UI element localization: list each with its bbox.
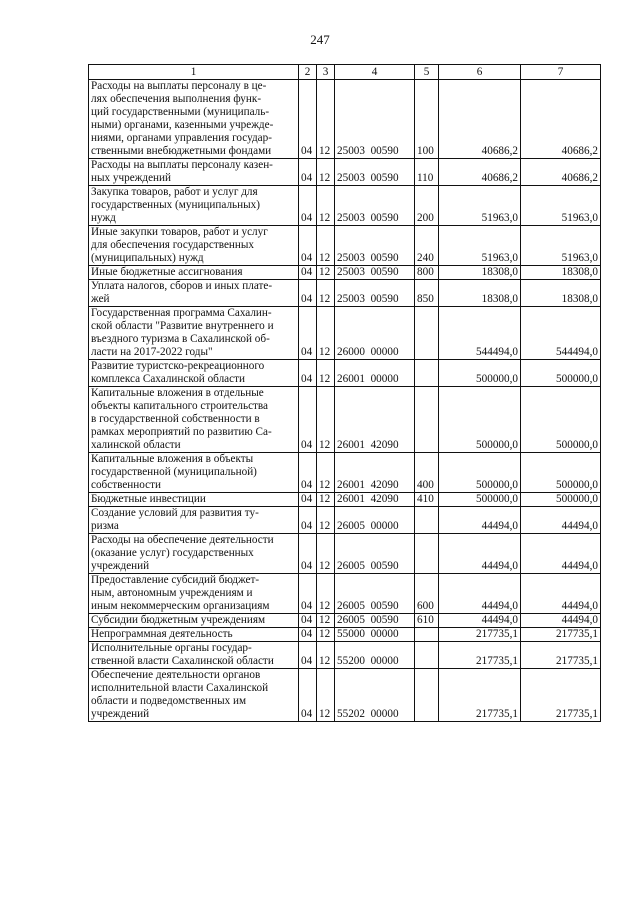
row-amount-2: 44494,0 [521,534,601,574]
row-section: 04 [299,186,317,226]
row-amount-1: 500000,0 [439,360,521,387]
row-name: Исполнительные органы государ- ственной власти Сахалинской области [89,642,299,669]
row-name: Бюджетные инвестиции [89,493,299,507]
row-expense-type [415,507,439,534]
row-section: 04 [299,507,317,534]
row-name: Создание условий для развития ту- ризма [89,507,299,534]
row-expense-type: 240 [415,226,439,266]
row-section: 04 [299,280,317,307]
row-section: 04 [299,307,317,360]
row-section: 04 [299,159,317,186]
row-amount-2: 217735,1 [521,669,601,722]
header-cell-5: 5 [415,65,439,80]
row-subsection: 12 [317,574,335,614]
row-name: Уплата налогов, сборов и иных плате- жей [89,280,299,307]
row-subsection: 12 [317,507,335,534]
row-target-article: 26001 42090 [335,387,415,453]
row-name: Капитальные вложения в объекты государственной (муниципальной) собственности [89,453,299,493]
row-amount-2: 500000,0 [521,453,601,493]
table-row [89,226,601,266]
table-row [89,387,601,453]
row-section: 04 [299,628,317,642]
row-expense-type [415,642,439,669]
row-expense-type: 610 [415,614,439,628]
row-name: Субсидии бюджетным учреждениям [89,614,299,628]
row-amount-1: 44494,0 [439,574,521,614]
row-amount-1: 44494,0 [439,534,521,574]
row-amount-1: 217735,1 [439,642,521,669]
header-cell-7: 7 [521,65,601,80]
row-target-article: 26001 42090 [335,493,415,507]
row-section: 04 [299,360,317,387]
row-name: Обеспечение деятельности органов исполнительной власти Сахалинской области и подведомственных им учреждений [89,669,299,722]
row-subsection: 12 [317,387,335,453]
row-name: Расходы на выплаты персоналу в це- лях обеспечения выполнения функ- ций государственными (муниципаль- ными) органами, казенными учрежде- ниями, органами управления государ- ственными внебюджетными фондами [89,80,299,159]
table-row [89,360,601,387]
row-section: 04 [299,387,317,453]
row-subsection: 12 [317,669,335,722]
row-amount-1: 51963,0 [439,186,521,226]
row-name: Иные закупки товаров, работ и услуг для обеспечения государственных (муниципальных) нужд [89,226,299,266]
row-amount-2: 18308,0 [521,266,601,280]
table-row [89,614,601,628]
row-subsection: 12 [317,614,335,628]
row-target-article: 26005 00590 [335,574,415,614]
header-cell-2: 2 [299,65,317,80]
row-amount-1: 51963,0 [439,226,521,266]
row-target-article: 26005 00590 [335,614,415,628]
table-row [89,534,601,574]
row-expense-type: 410 [415,493,439,507]
row-expense-type: 400 [415,453,439,493]
row-amount-2: 500000,0 [521,387,601,453]
row-amount-2: 18308,0 [521,280,601,307]
row-amount-2: 500000,0 [521,360,601,387]
table-row [89,574,601,614]
row-name: Непрограммная деятельность [89,628,299,642]
table-row [89,159,601,186]
row-expense-type: 850 [415,280,439,307]
row-amount-1: 44494,0 [439,507,521,534]
row-subsection: 12 [317,360,335,387]
table-row [89,186,601,226]
row-subsection: 12 [317,453,335,493]
row-section: 04 [299,642,317,669]
table-body [89,80,601,722]
row-amount-2: 44494,0 [521,574,601,614]
row-subsection: 12 [317,226,335,266]
row-name: Иные бюджетные ассигнования [89,266,299,280]
row-target-article: 25003 00590 [335,280,415,307]
row-expense-type [415,669,439,722]
row-amount-1: 40686,2 [439,159,521,186]
row-subsection: 12 [317,534,335,574]
row-name: Государственная программа Сахалин- ской области "Развитие внутреннего и въездного туризма в Сахалинской об- ласти на 2017-2022 годы" [89,307,299,360]
row-target-article: 55202 00000 [335,669,415,722]
row-amount-1: 18308,0 [439,266,521,280]
row-amount-2: 40686,2 [521,159,601,186]
row-amount-2: 44494,0 [521,507,601,534]
row-target-article: 25003 00590 [335,226,415,266]
row-target-article: 25003 00590 [335,186,415,226]
row-amount-1: 500000,0 [439,493,521,507]
table-row [89,80,601,159]
row-target-article: 26005 00590 [335,534,415,574]
row-subsection: 12 [317,266,335,280]
row-section: 04 [299,614,317,628]
row-expense-type: 200 [415,186,439,226]
row-amount-1: 217735,1 [439,628,521,642]
row-section: 04 [299,266,317,280]
page-number: 247 [310,32,330,47]
table-row [89,280,601,307]
row-target-article: 26005 00000 [335,507,415,534]
row-subsection: 12 [317,80,335,159]
table-row [89,493,601,507]
row-target-article: 26001 42090 [335,453,415,493]
table-row [89,642,601,669]
row-subsection: 12 [317,628,335,642]
table-row [89,266,601,280]
header-row [89,65,601,80]
row-target-article: 26001 00000 [335,360,415,387]
row-expense-type [415,307,439,360]
table-row [89,307,601,360]
row-target-article: 55200 00000 [335,642,415,669]
row-section: 04 [299,80,317,159]
row-expense-type: 110 [415,159,439,186]
row-expense-type: 800 [415,266,439,280]
row-expense-type [415,628,439,642]
row-subsection: 12 [317,280,335,307]
row-target-article: 26000 00000 [335,307,415,360]
row-target-article: 25003 00590 [335,80,415,159]
row-section: 04 [299,574,317,614]
row-amount-1: 500000,0 [439,453,521,493]
row-subsection: 12 [317,493,335,507]
row-expense-type: 600 [415,574,439,614]
row-section: 04 [299,669,317,722]
row-name: Расходы на обеспечение деятельности (оказание услуг) государственных учреждений [89,534,299,574]
row-name: Расходы на выплаты персоналу казен- ных учреждений [89,159,299,186]
budget-table [88,64,601,722]
row-amount-1: 18308,0 [439,280,521,307]
row-amount-1: 40686,2 [439,80,521,159]
row-amount-1: 544494,0 [439,307,521,360]
row-expense-type [415,360,439,387]
header-cell-6: 6 [439,65,521,80]
row-expense-type [415,534,439,574]
row-name: Закупка товаров, работ и услуг для государственных (муниципальных) нужд [89,186,299,226]
table-row [89,628,601,642]
row-subsection: 12 [317,642,335,669]
row-amount-2: 217735,1 [521,642,601,669]
row-amount-2: 51963,0 [521,186,601,226]
row-amount-1: 217735,1 [439,669,521,722]
row-amount-1: 500000,0 [439,387,521,453]
row-name: Развитие туристско-рекреационного комплекса Сахалинской области [89,360,299,387]
header-cell-1: 1 [89,65,299,80]
row-amount-2: 544494,0 [521,307,601,360]
row-amount-2: 500000,0 [521,493,601,507]
row-section: 04 [299,493,317,507]
row-amount-2: 44494,0 [521,614,601,628]
row-target-article: 25003 00590 [335,159,415,186]
table-row [89,669,601,722]
row-subsection: 12 [317,186,335,226]
row-target-article: 25003 00590 [335,266,415,280]
row-section: 04 [299,534,317,574]
row-target-article: 55000 00000 [335,628,415,642]
row-name: Предоставление субсидий бюджет- ным, автономным учреждениям и иным некоммерческим организациям [89,574,299,614]
header-cell-3: 3 [317,65,335,80]
row-amount-1: 44494,0 [439,614,521,628]
row-section: 04 [299,226,317,266]
row-name: Капитальные вложения в отдельные объекты капитального строительства в государственной собственности в рамках мероприятий по развитию Са- халинской области [89,387,299,453]
table-row [89,507,601,534]
row-expense-type: 100 [415,80,439,159]
row-amount-2: 217735,1 [521,628,601,642]
row-expense-type [415,387,439,453]
row-section: 04 [299,453,317,493]
row-subsection: 12 [317,159,335,186]
row-amount-2: 40686,2 [521,80,601,159]
row-amount-2: 51963,0 [521,226,601,266]
row-subsection: 12 [317,307,335,360]
header-cell-4: 4 [335,65,415,80]
table-row [89,453,601,493]
